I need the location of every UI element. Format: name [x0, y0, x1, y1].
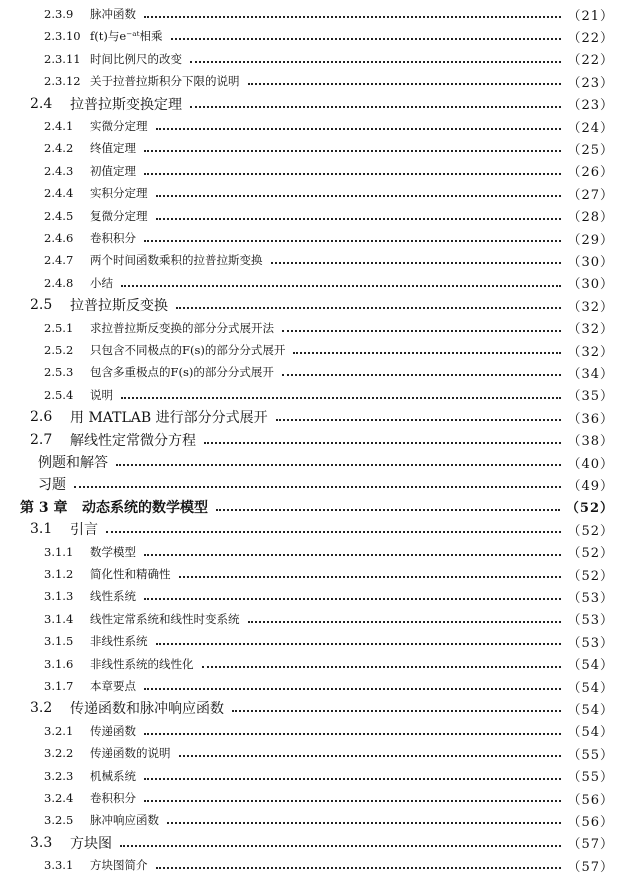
- toc-entry[interactable]: [20, 496, 614, 518]
- toc-entry-title: 传递函数的说明: [90, 746, 171, 761]
- toc-entry-number: 3.1.4: [44, 611, 74, 626]
- toc-entry-number: 3.3: [30, 834, 53, 851]
- toc-entry[interactable]: [44, 720, 614, 742]
- toc-entry[interactable]: [30, 294, 614, 316]
- toc-entry-page: （32）: [567, 344, 614, 360]
- toc-dot-leader: [144, 778, 561, 780]
- toc-entry-title: 方块图简介: [90, 858, 148, 873]
- toc-entry-number: 2.4.2: [44, 141, 74, 156]
- toc-entry-number: 3.1.5: [44, 634, 74, 649]
- toc-entry[interactable]: [44, 384, 614, 406]
- toc-entry-number: 2.4.5: [44, 208, 74, 223]
- toc-entry[interactable]: [30, 697, 614, 719]
- toc-entry-page: （53）: [567, 590, 614, 606]
- toc-entry-number: 3.1.1: [44, 544, 74, 559]
- toc-entry-page: （35）: [567, 389, 614, 405]
- toc-entry-number: 3.3.1: [44, 858, 74, 873]
- toc-entry-page: （54）: [567, 725, 614, 741]
- toc-entry-number: 2.5.3: [44, 365, 74, 380]
- toc-entry-number: 3.1.2: [44, 567, 74, 581]
- toc-entry[interactable]: [44, 160, 614, 182]
- toc-entry-page: （55）: [567, 747, 614, 763]
- toc-entry-page: （25）: [567, 142, 614, 158]
- toc-entry[interactable]: [44, 227, 614, 249]
- toc-entry[interactable]: [44, 48, 614, 70]
- toc-dot-leader: [248, 83, 562, 85]
- toc-entry-number: 2.7: [30, 431, 53, 448]
- toc-entry-title: 复微分定理: [90, 208, 148, 223]
- toc-entry-title: 包含多重极点的F(s)的部分分式展开: [90, 365, 274, 380]
- toc-entry-page: （27）: [567, 187, 614, 203]
- toc-entry-number: 第 3 章: [20, 499, 68, 516]
- toc-dot-leader: [156, 643, 562, 645]
- toc-entry-page: （54）: [567, 680, 614, 696]
- toc-entry-title: 引言: [70, 522, 98, 539]
- toc-entry-page: （53）: [567, 613, 614, 629]
- toc-entry-number: 2.3.11: [44, 51, 81, 66]
- toc-entry[interactable]: [44, 317, 614, 339]
- toc-entry-title: 拉普拉斯反变换: [70, 298, 168, 315]
- toc-entry-title: 拉普拉斯变换定理: [70, 96, 182, 113]
- toc-entry[interactable]: [44, 361, 614, 383]
- toc-entry[interactable]: [44, 809, 614, 831]
- toc-entry-title: 线性定常系统和线性时变系统: [90, 611, 240, 626]
- toc-entry-page: （52）: [567, 568, 614, 584]
- toc-entry-number: 3.1.3: [44, 589, 74, 604]
- toc-dot-leader: [204, 442, 561, 444]
- toc-entry-number: 2.3.9: [44, 7, 74, 21]
- toc-entry-page: （26）: [567, 165, 614, 181]
- toc-entry-number: 3.1: [30, 521, 53, 538]
- toc-entry-title: 例题和解答: [38, 455, 108, 471]
- toc-entry-page: （21）: [567, 8, 614, 24]
- toc-entry-title: 实积分定理: [90, 186, 148, 201]
- toc-entry-page: （36）: [567, 411, 614, 427]
- toc-dot-leader: [156, 218, 562, 220]
- toc-entry-number: 2.5.2: [44, 343, 74, 357]
- toc-entry-page: （30）: [567, 277, 614, 293]
- toc-entry[interactable]: [44, 608, 614, 630]
- toc-dot-leader: [144, 800, 561, 802]
- toc-entry-title: 机械系统: [90, 768, 136, 783]
- toc-entry-title: 脉冲响应函数: [90, 813, 159, 828]
- toc-dot-leader: [144, 150, 561, 152]
- toc-entry-number: 2.3.10: [44, 29, 81, 44]
- toc-entry-number: 2.5: [30, 297, 53, 314]
- toc-entry[interactable]: [44, 137, 614, 159]
- toc-dot-leader: [190, 61, 561, 63]
- toc-entry[interactable]: [30, 832, 614, 854]
- toc-entry[interactable]: [30, 406, 614, 428]
- toc-dot-leader: [176, 307, 561, 309]
- toc-entry-page: （49）: [567, 478, 614, 494]
- toc-entry-title: 两个时间函数乘积的拉普拉斯变换: [90, 253, 263, 268]
- toc-entry-title: 初值定理: [90, 163, 136, 178]
- toc-entry-page: （40）: [567, 456, 614, 472]
- toc-entry-page: （24）: [567, 120, 614, 136]
- toc-entry-title: 传递函数和脉冲响应函数: [70, 701, 224, 718]
- toc-dot-leader: [167, 822, 561, 824]
- toc-entry[interactable]: [30, 518, 614, 540]
- toc-dot-leader: [248, 621, 562, 623]
- toc-entry[interactable]: [44, 115, 614, 137]
- toc-entry-page: （52）: [565, 501, 614, 517]
- toc-entry-number: 2.4: [30, 95, 53, 112]
- toc-entry[interactable]: [44, 182, 614, 204]
- toc-dot-leader: [156, 128, 562, 130]
- toc-entry-title: 线性系统: [90, 589, 136, 604]
- toc-entry[interactable]: [44, 70, 614, 92]
- toc-entry-title: 脉冲函数: [90, 7, 136, 21]
- toc-dot-leader: [282, 330, 561, 332]
- toc-dot-leader: [156, 867, 562, 869]
- toc-entry-title: 动态系统的数学模型: [82, 499, 208, 516]
- toc-entry-number: 3.2.4: [44, 791, 74, 805]
- toc-dot-leader: [144, 240, 561, 242]
- toc-entry-title: 用 MATLAB 进行部分分式展开: [70, 410, 268, 427]
- toc-entry-number: 2.4.6: [44, 231, 74, 245]
- toc-entry-page: （32）: [567, 322, 614, 338]
- toc-entry-page: （54）: [567, 702, 614, 718]
- toc-entry-title: 非线性系统: [90, 634, 148, 649]
- toc-entry[interactable]: [38, 451, 614, 473]
- toc-entry-title: 终值定理: [90, 141, 136, 156]
- toc-entry-title: 时间比例尺的改变: [90, 51, 182, 66]
- toc-entry-title: 卷积积分: [90, 791, 136, 805]
- toc-entry-number: 2.4.1: [44, 119, 74, 133]
- toc-entry-page: （34）: [567, 366, 614, 382]
- toc-entry-title: 只包含不同极点的F(s)的部分分式展开: [90, 343, 286, 357]
- toc-entry-page: （56）: [567, 792, 614, 808]
- toc-entry[interactable]: [44, 630, 614, 652]
- toc-entry-number: 3.2.3: [44, 768, 74, 783]
- toc-entry-page: （29）: [567, 232, 614, 248]
- toc-entry[interactable]: [44, 653, 614, 675]
- toc-dot-leader: [171, 38, 562, 40]
- toc-entry-page: （23）: [567, 75, 614, 91]
- toc-entry-page: （55）: [567, 770, 614, 786]
- toc-entry-page: （56）: [567, 814, 614, 830]
- toc-entry-page: （30）: [567, 254, 614, 270]
- toc-entry-page: （38）: [567, 434, 614, 450]
- toc-entry[interactable]: [44, 675, 614, 697]
- toc-dot-leader: [144, 554, 561, 556]
- toc-entry-page: （54）: [567, 658, 614, 674]
- toc-entry-number: 3.2.2: [44, 746, 74, 761]
- toc-entry-title: 数学模型: [90, 544, 136, 559]
- toc-entry-title: 简化性和精确性: [90, 567, 171, 581]
- toc-entry-title: 说明: [90, 387, 113, 402]
- toc-entry[interactable]: [44, 249, 614, 271]
- toc-dot-leader: [202, 666, 562, 668]
- toc-dot-leader: [293, 352, 561, 354]
- toc-entry[interactable]: [44, 339, 614, 361]
- toc-dot-leader: [179, 576, 562, 578]
- toc-dot-leader: [276, 419, 562, 421]
- toc-entry-number: 3.2: [30, 700, 53, 717]
- toc-dot-leader: [121, 397, 561, 399]
- toc-dot-leader: [116, 464, 561, 466]
- toc-entry-page: （22）: [567, 30, 614, 46]
- toc-entry-number: 2.3.12: [44, 74, 81, 89]
- toc-dot-leader: [144, 688, 561, 690]
- toc-entry[interactable]: [30, 93, 614, 115]
- toc-entry-page: （28）: [567, 210, 614, 226]
- toc-dot-leader: [106, 531, 561, 533]
- toc-entry-title: 本章要点: [90, 679, 136, 693]
- toc-entry-title: 小结: [90, 275, 113, 290]
- toc-dot-leader: [144, 16, 561, 18]
- toc-dot-leader: [144, 733, 561, 735]
- toc-entry[interactable]: [38, 473, 614, 495]
- toc-entry-title: 解线性定常微分方程: [70, 432, 196, 449]
- toc-entry-number: 3.1.6: [44, 656, 74, 671]
- toc-entry-title: 求拉普拉斯反变换的部分分式展开法: [90, 320, 274, 335]
- toc-entry-title: 习题: [38, 477, 66, 494]
- toc-entry[interactable]: [44, 787, 614, 809]
- toc-entry[interactable]: [44, 272, 614, 294]
- toc-entry[interactable]: [44, 854, 614, 876]
- toc-entry[interactable]: [44, 585, 614, 607]
- toc-entry[interactable]: [44, 563, 614, 585]
- toc-dot-leader: [121, 285, 561, 287]
- toc-entry-page: （52）: [567, 546, 614, 562]
- toc-entry-title: 方块图: [70, 835, 112, 852]
- toc-dot-leader: [271, 262, 562, 264]
- toc-entry-number: 2.4.4: [44, 186, 74, 201]
- toc-entry-page: （22）: [567, 53, 614, 69]
- toc-dot-leader: [156, 195, 562, 197]
- toc-entry-page: （52）: [567, 523, 614, 539]
- toc-entry-number: 2.5.4: [44, 387, 74, 402]
- toc-entry-title: 关于拉普拉斯积分下限的说明: [90, 74, 240, 89]
- toc-entry-page: （32）: [567, 299, 614, 315]
- toc-entry-title: 传递函数: [90, 723, 136, 738]
- toc-entry-number: 3.2.5: [44, 813, 74, 828]
- toc-entry-title: 实微分定理: [90, 119, 148, 133]
- toc-entry-title: f(t)与e⁻ᵃᵗ相乘: [90, 29, 163, 44]
- toc-entry[interactable]: [30, 429, 614, 451]
- toc-entry-page: （53）: [567, 635, 614, 651]
- toc-dot-leader: [232, 710, 561, 712]
- toc-entry[interactable]: [44, 205, 614, 227]
- toc-entry-number: 3.1.7: [44, 679, 74, 693]
- toc-entry-number: 2.4.8: [44, 275, 74, 290]
- toc-entry-number: 2.4.3: [44, 163, 74, 178]
- toc-entry[interactable]: [44, 541, 614, 563]
- toc-dot-leader: [216, 509, 560, 511]
- toc-dot-leader: [144, 173, 561, 175]
- toc-entry[interactable]: [44, 765, 614, 787]
- toc-dot-leader: [190, 106, 561, 108]
- toc-entry-page: （23）: [567, 98, 614, 114]
- toc-entry-title: 非线性系统的线性化: [90, 656, 194, 671]
- toc-entry-number: 2.6: [30, 409, 53, 426]
- toc-entry-title: 卷积积分: [90, 231, 136, 245]
- toc-entry-page: （57）: [567, 837, 614, 853]
- toc-entry[interactable]: [44, 742, 614, 764]
- toc-entry[interactable]: [44, 25, 614, 47]
- toc-dot-leader: [179, 755, 562, 757]
- toc-dot-leader: [282, 374, 562, 376]
- toc-dot-leader: [74, 486, 561, 488]
- toc-entry-page: （57）: [567, 859, 614, 875]
- toc-dot-leader: [120, 845, 561, 847]
- toc-entry[interactable]: [44, 3, 614, 25]
- toc-entry-number: 2.5.1: [44, 320, 74, 335]
- toc-dot-leader: [144, 598, 561, 600]
- toc-entry-number: 3.2.1: [44, 723, 74, 738]
- toc-entry-number: 2.4.7: [44, 253, 74, 268]
